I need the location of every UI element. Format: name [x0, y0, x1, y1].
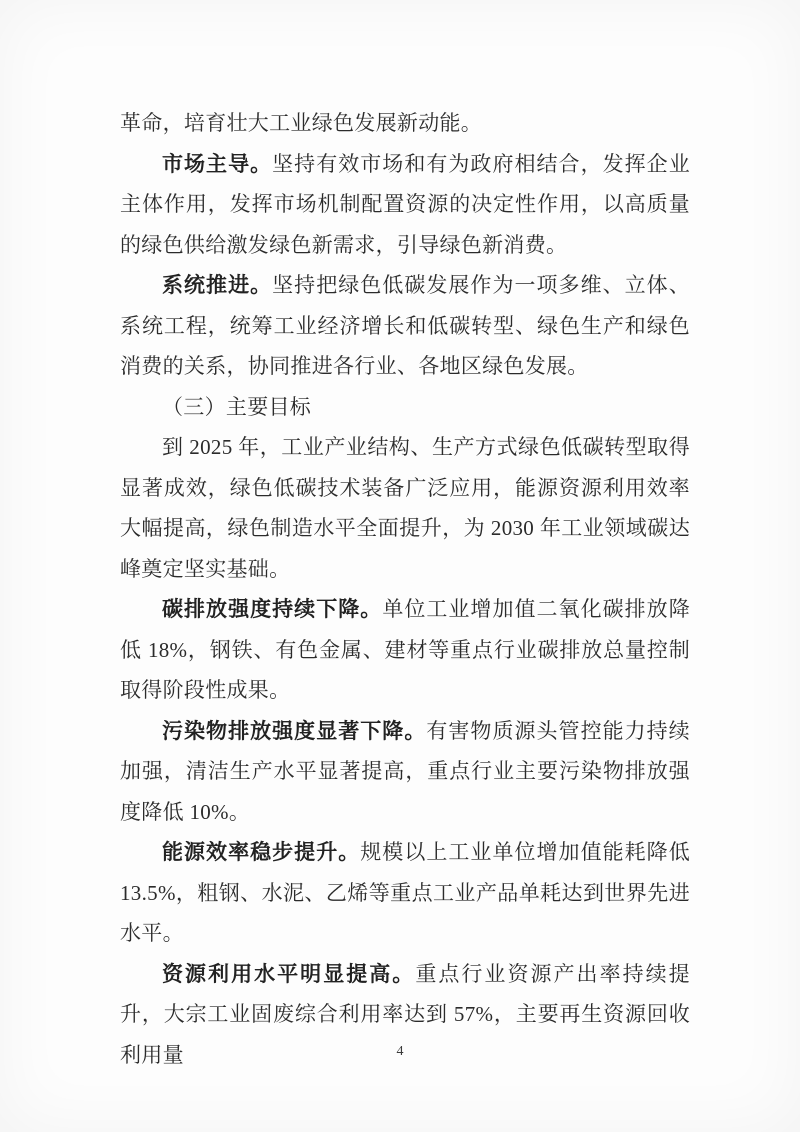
- paragraph: 碳排放强度持续下降。单位工业增加值二氧化碳排放降低 18%，钢铁、有色金属、建材等重点行业碳排放总量控制取得阶段性成果。: [120, 597, 691, 702]
- paragraph: 市场主导。坚持有效市场和有为政府相结合，发挥企业主体作用，发挥市场机制配置资源的决定性作用，以高质量的绿色供给激发绿色新需求，引导绿色新消费。: [120, 151, 690, 257]
- document-body: [120, 103, 690, 1075]
- paragraph-lead: 污染物排放强度显著下降。: [162, 718, 427, 743]
- paragraph-lead: 碳排放强度持续下降。: [162, 597, 383, 621]
- paragraph: 能源效率稳步提升。规模以上工业单位增加值能耗降低 13.5%，粗钢、水泥、乙烯等重点工业产品单耗达到世界先进水平。: [120, 840, 691, 945]
- paragraph: 到 2025 年，工业产业结构、生产方式绿色低碳转型取得显著成效，绿色低碳技术装备广泛应用，能源资源利用效率大幅提高，绿色制造水平全面提升，为 2030 年工业领域碳达峰奠定坚实基础。: [120, 435, 690, 581]
- paragraph: 革命，培育壮大工业绿色发展新动能。: [120, 111, 483, 135]
- paragraph-lead: 市场主导。: [162, 151, 273, 176]
- paragraph-lead: 能源效率稳步提升。: [162, 840, 361, 864]
- paragraph-lead: 资源利用水平明显提高。: [162, 961, 416, 986]
- section-heading: （三）主要目标: [162, 394, 312, 419]
- paragraph-lead: 系统推进。: [162, 273, 273, 297]
- paragraph: 系统推进。坚持把绿色低碳发展作为一项多维、立体、系统工程，统筹工业经济增长和低碳转型、绿色生产和绿色消费的关系，协同推进各行业、各地区绿色发展。: [120, 273, 690, 378]
- paragraph: 资源利用水平明显提高。重点行业资源产出率持续提升，大宗工业固废综合利用率达到 57%，主要再生资源回收利用量: [120, 961, 690, 1067]
- page-number: 4: [396, 1044, 404, 1059]
- paragraph: 污染物排放强度显著下降。有害物质源头管控能力持续加强，清洁生产水平显著提高，重点行业主要污染物排放强度降低 10%。: [120, 718, 690, 824]
